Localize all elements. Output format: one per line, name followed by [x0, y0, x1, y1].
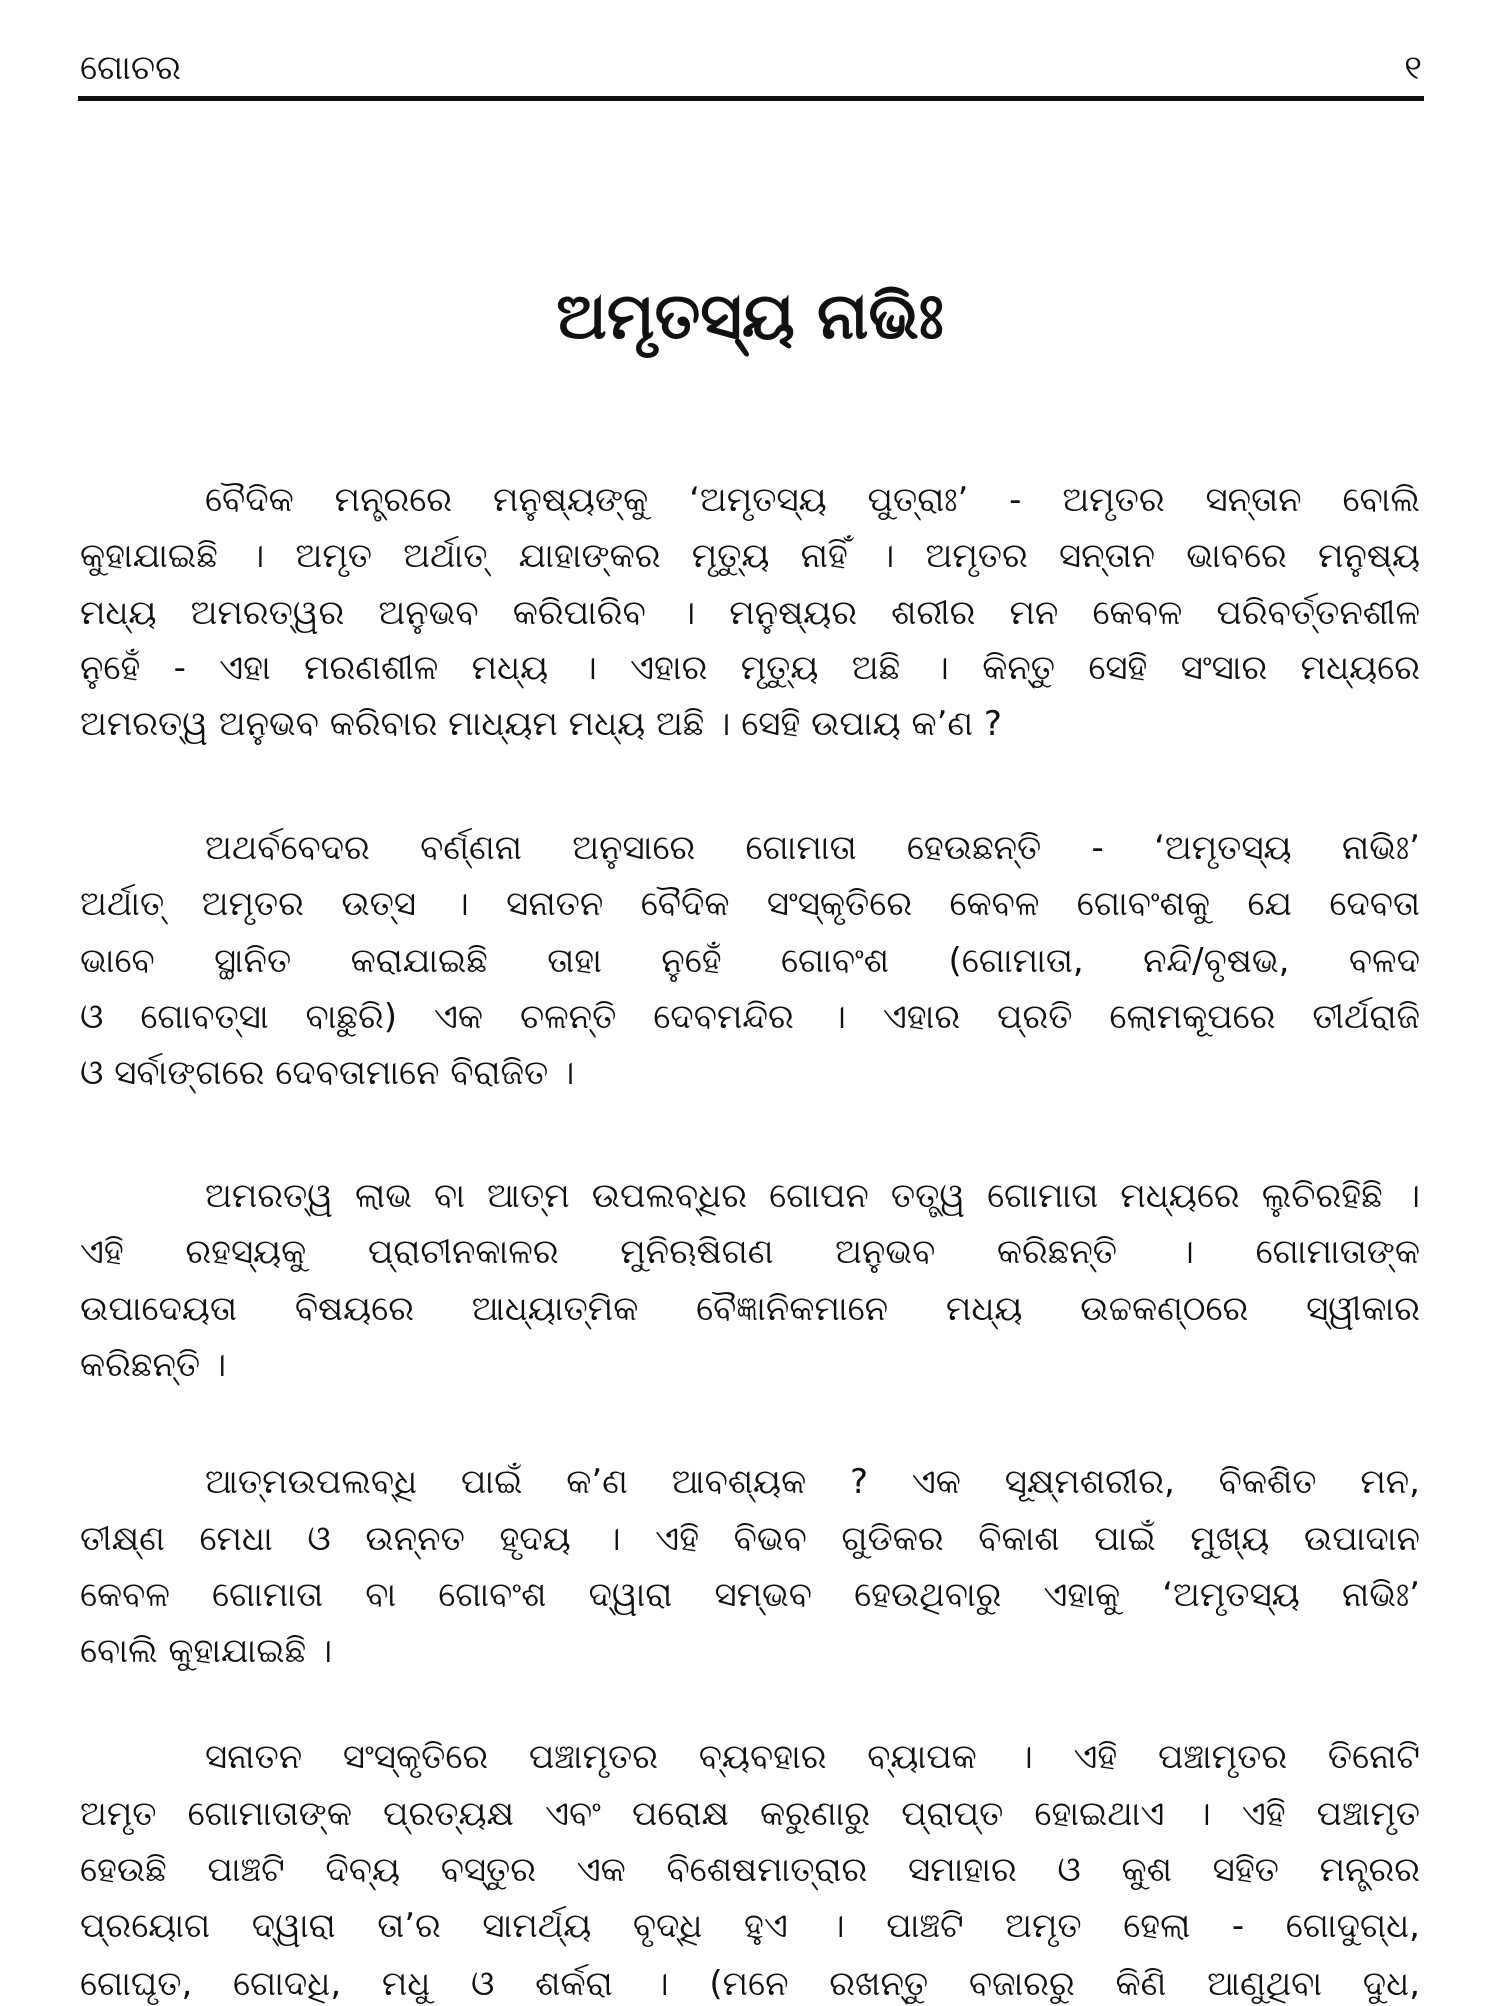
paragraph-5-line: ଅମୃତ ଗୋମାତାଙ୍କ ପ୍ରତ୍ୟକ୍ଷ ଏବଂ ପରୋକ୍ଷ କରୁଣାରୁ ପ୍ରାପ୍ତ ହୋଇଥାଏ । ଏହି ପଞ୍ଚାମୃତ — [80, 1794, 1420, 1834]
paragraph-4-line: କେବଳ ଗୋମାତା ବା ଗୋବଂଶ ଦ୍ୱାରା ସମ୍ଭବ ହେଉଥିବାରୁ ଏହାକୁ ‘ଅମୃତସ୍ୟ ନାଭିଃ’ — [80, 1575, 1420, 1615]
paragraph-5-line: ସନାତନ ସଂସ୍କୃତିରେ ପଞ୍ଚାମୃତର ବ୍ୟବହାର ବ୍ୟାପକ । ଏହି ପଞ୍ଚାମୃତର ତିନୋଟି — [205, 1737, 1420, 1777]
paragraph-2-line: ଅଥର୍ବବେଦର ବର୍ଣ୍ଣନା ଅନୁସାରେ ଗୋମାତା ହେଉଛନ୍ତି - ‘ଅମୃତସ୍ୟ ନାଭିଃ’ — [205, 828, 1420, 868]
paragraph-3-line: କରିଛନ୍ତି । — [80, 1345, 227, 1385]
paragraph-2-line: ଅର୍ଥାତ୍ ଅମୃତର ଉତ୍ସ । ସନାତନ ବୈଦିକ ସଂସ୍କୃତିରେ କେବଳ ଗୋବଂଶକୁ ଯେ ଦେବତା — [80, 884, 1420, 924]
paragraph-3-line: ଉପାଦେୟତା ବିଷୟରେ ଆଧ୍ୟାତ୍ମିକ ବୈଜ୍ଞାନିକମାନେ ମଧ୍ୟ ଉଚ୍ଚକଣ୍ଠରେ ସ୍ୱୀକାର — [80, 1289, 1420, 1329]
header-rule — [78, 96, 1424, 101]
paragraph-5-line: ପ୍ରୟୋଗ ଦ୍ୱାରା ତା’ର ସାମର୍ଥ୍ୟ ବୃଦ୍ଧି ହୁଏ । ପାଞ୍ଚଟି ଅମୃତ ହେଲା - ଗୋଦୁଗ୍ଧ, — [80, 1906, 1420, 1946]
paragraph-4-line: ତୀକ୍ଷ୍ଣ ମେଧା ଓ ଉନ୍ନତ ହୃଦୟ । ଏହି ବିଭବ ଗୁଡିକର ବିକାଶ ପାଇଁ ମୁଖ୍ୟ ଉପାଦାନ — [80, 1519, 1420, 1559]
paragraph-3-line: ଏହି ରହସ୍ୟକୁ ପ୍ରାଚୀନକାଳର ମୁନିଋଷିଗଣ ଅନୁଭବ କରିଛନ୍ତି । ଗୋମାତାଙ୍କ — [80, 1232, 1420, 1272]
paragraph-5-line: ହେଉଛି ପାଞ୍ଚଟି ଦିବ୍ୟ ବସ୍ତୁର ଏକ ବିଶେଷମାତ୍ରାର ସମାହାର ଓ କୁଶ ସହିତ ମନ୍ତ୍ରର — [80, 1850, 1420, 1890]
paragraph-4-line: ବୋଲି କୁହାଯାଇଛି । — [80, 1631, 333, 1671]
paragraph-1-line: ମଧ୍ୟ ଅମରତ୍ୱର ଅନୁଭବ କରିପାରିବ । ମନୁଷ୍ୟର ଶରୀର ମନ କେବଳ ପରିବର୍ତ୍ତନଶୀଳ — [80, 593, 1420, 633]
paragraph-1-line: ଅମରତ୍ୱ ଅନୁଭବ କରିବାର ମାଧ୍ୟମ ମଧ୍ୟ ଅଛି । ସେହି ଉପାୟ କ’ଣ ? — [80, 704, 1002, 744]
paragraph-5-line: ଗୋଘୃତ, ଗୋଦଧି, ମଧୁ ଓ ଶର୍କରା । (ମନେ ରଖନ୍ତୁ ବଜାରରୁ କିଣି ଆଣୁଥିବା ଦୁଧ, — [80, 1964, 1420, 2004]
paragraph-1-line: କୁହାଯାଇଛି । ଅମୃତ ଅର୍ଥାତ୍ ଯାହାଙ୍କର ମୃତ୍ୟୁ ନାହିଁ । ଅମୃତର ସନ୍ତାନ ଭାବରେ ମନୁଷ୍ୟ — [80, 536, 1420, 576]
page-number: ୧ — [1404, 48, 1422, 88]
paragraph-2-line: ଭାବେ ସ୍ଥାନିତ କରାଯାଇଛି ତାହା ନୁହେଁ ଗୋବଂଶ (ଗୋମାତା, ନନ୍ଦି/ବୃଷଭ, ବଳଦ — [80, 941, 1420, 981]
paragraph-1-line: ନୁହେଁ - ଏହା ମରଣଶୀଳ ମଧ୍ୟ । ଏହାର ମୃତ୍ୟୁ ଅଛି । କିନ୍ତୁ ସେହି ସଂସାର ମଧ୍ୟରେ — [80, 648, 1420, 688]
running-header-title: ଗୋଚର — [80, 48, 181, 88]
paragraph-3-line: ଅମରତ୍ୱ ଲାଭ ବା ଆତ୍ମ ଉପଲବ୍ଧିର ଗୋପନ ତତ୍ତ୍ୱ ଗୋମାତା ମଧ୍ୟରେ ଲୁଚିରହିଛି । — [205, 1176, 1420, 1216]
paragraph-4-line: ଆତ୍ମଉପଲବ୍ଧି ପାଇଁ କ’ଣ ଆବଶ୍ୟକ ? ଏକ ସୂକ୍ଷ୍ମଶରୀର, ବିକଶିତ ମନ, — [205, 1462, 1420, 1502]
paragraph-2-line: ଓ ସର୍ବାଙ୍ଗରେ ଦେବତାମାନେ ବିରାଜିତ । — [80, 1053, 575, 1093]
paragraph-1-line: ବୈଦିକ ମନ୍ତ୍ରରେ ମନୁଷ୍ୟଙ୍କୁ ‘ଅମୃତସ୍ୟ ପୁତ୍ରାଃ’ - ଅମୃତର ସନ୍ତାନ ବୋଲି — [205, 480, 1420, 520]
chapter-title: ଅମୃତସ୍ୟ ନାଭିଃ — [556, 280, 944, 354]
paragraph-2-line: ଓ ଗୋବତ୍ସା ବାଛୁରି) ଏକ ଚଳନ୍ତି ଦେବମନ୍ଦିର । ଏହାର ପ୍ରତି ଲୋମକୂପରେ ତୀର୍ଥରାଜି — [80, 997, 1420, 1037]
